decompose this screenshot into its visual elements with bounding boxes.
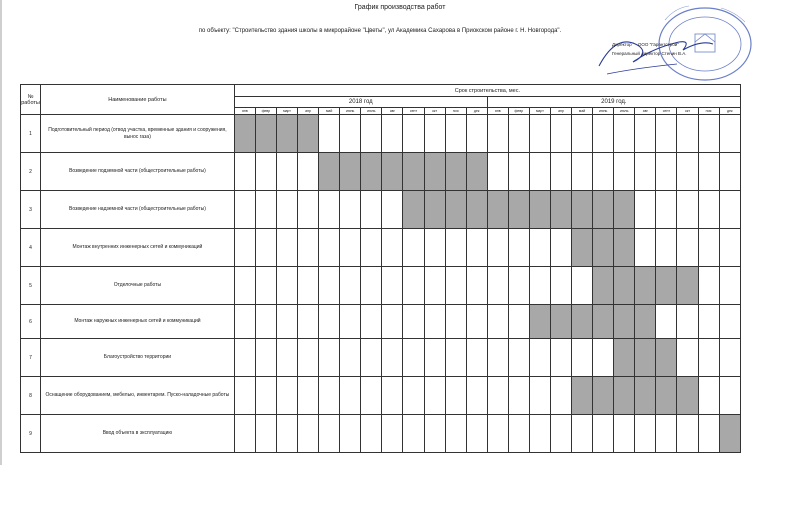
month-cell	[550, 115, 571, 153]
month-header: сент	[403, 108, 424, 115]
row-work-name: Возведение подземной части (общестроительные работы)	[41, 153, 235, 191]
month-cell	[614, 229, 635, 267]
month-cell	[319, 339, 340, 377]
month-cell	[382, 267, 403, 305]
month-cell	[698, 267, 719, 305]
month-cell	[593, 153, 614, 191]
month-cell	[298, 267, 319, 305]
month-cell	[719, 153, 740, 191]
month-cell	[508, 377, 529, 415]
month-cell	[445, 339, 466, 377]
month-cell	[508, 115, 529, 153]
approval-signer: Генеральный директор Стенин В.А.	[612, 51, 687, 56]
month-cell	[635, 339, 656, 377]
row-number: 8	[21, 377, 41, 415]
month-cell	[361, 339, 382, 377]
month-cell	[508, 229, 529, 267]
month-cell	[508, 305, 529, 339]
row-number: 5	[21, 267, 41, 305]
month-cell	[635, 415, 656, 453]
month-cell	[593, 305, 614, 339]
month-cell	[319, 191, 340, 229]
month-header: июль	[614, 108, 635, 115]
month-cell	[487, 191, 508, 229]
month-cell	[487, 339, 508, 377]
month-cell	[529, 415, 550, 453]
month-cell	[593, 191, 614, 229]
month-cell	[382, 115, 403, 153]
month-cell	[340, 191, 361, 229]
approval-block	[612, 40, 687, 58]
month-header: март	[276, 108, 297, 115]
month-cell	[298, 305, 319, 339]
month-cell	[319, 267, 340, 305]
month-cell	[234, 415, 255, 453]
month-header: март	[529, 108, 550, 115]
month-header: янв	[234, 108, 255, 115]
month-cell	[466, 305, 487, 339]
page-subtitle: по объекту: "Строительство здания школы в микрорайоне "Цветы", ул Академика Сахарова в Приокском районе г. Н. Новгорода".	[198, 28, 562, 34]
month-cell	[593, 267, 614, 305]
month-cell	[276, 191, 297, 229]
month-cell	[276, 377, 297, 415]
row-number: 1	[21, 115, 41, 153]
row-number: 3	[21, 191, 41, 229]
month-cell	[698, 377, 719, 415]
month-cell	[550, 339, 571, 377]
month-cell	[677, 339, 698, 377]
month-cell	[487, 305, 508, 339]
month-cell	[466, 153, 487, 191]
year-2018-header: 2018 год	[234, 97, 487, 108]
month-cell	[572, 377, 593, 415]
month-cell	[466, 377, 487, 415]
month-cell	[340, 229, 361, 267]
month-cell	[255, 115, 276, 153]
period-header: Срок строительства, мес.	[234, 85, 740, 97]
month-cell	[340, 153, 361, 191]
month-cell	[319, 229, 340, 267]
month-cell	[319, 415, 340, 453]
month-cell	[635, 191, 656, 229]
month-cell	[276, 267, 297, 305]
month-header: сент	[656, 108, 677, 115]
month-cell	[529, 191, 550, 229]
month-cell	[614, 115, 635, 153]
month-cell	[445, 115, 466, 153]
month-cell	[656, 115, 677, 153]
month-cell	[445, 191, 466, 229]
month-cell	[572, 305, 593, 339]
month-cell	[614, 377, 635, 415]
month-cell	[550, 377, 571, 415]
row-work-name: Возведение надземной части (общестроительные работы)	[41, 191, 235, 229]
month-cell	[255, 229, 276, 267]
month-cell	[529, 153, 550, 191]
month-cell	[719, 191, 740, 229]
month-header: дек	[719, 108, 740, 115]
month-cell	[255, 191, 276, 229]
month-cell	[487, 377, 508, 415]
month-header: ноя	[445, 108, 466, 115]
month-header: дек	[466, 108, 487, 115]
month-cell	[677, 229, 698, 267]
month-cell	[698, 191, 719, 229]
month-cell	[361, 305, 382, 339]
month-cell	[255, 377, 276, 415]
row-number: 9	[21, 415, 41, 453]
month-cell	[255, 267, 276, 305]
month-cell	[593, 115, 614, 153]
table-row	[21, 229, 741, 267]
month-cell	[698, 415, 719, 453]
month-cell	[361, 115, 382, 153]
month-cell	[550, 191, 571, 229]
month-cell	[572, 415, 593, 453]
month-cell	[424, 153, 445, 191]
month-cell	[382, 191, 403, 229]
month-cell	[593, 415, 614, 453]
row-number: 7	[21, 339, 41, 377]
month-cell	[529, 377, 550, 415]
month-cell	[466, 415, 487, 453]
month-cell	[424, 115, 445, 153]
month-cell	[298, 377, 319, 415]
month-header: авг	[382, 108, 403, 115]
month-cell	[529, 267, 550, 305]
month-cell	[445, 377, 466, 415]
month-cell	[276, 229, 297, 267]
month-cell	[719, 339, 740, 377]
month-cell	[719, 305, 740, 339]
month-cell	[361, 191, 382, 229]
month-cell	[656, 267, 677, 305]
month-cell	[466, 191, 487, 229]
month-cell	[614, 153, 635, 191]
month-cell	[298, 229, 319, 267]
month-cell	[487, 415, 508, 453]
row-work-name: Ввод объекта в эксплуатацию	[41, 415, 235, 453]
month-cell	[550, 229, 571, 267]
month-cell	[276, 153, 297, 191]
month-cell	[403, 115, 424, 153]
month-cell	[677, 415, 698, 453]
month-header: февр	[508, 108, 529, 115]
month-cell	[614, 191, 635, 229]
row-number: 4	[21, 229, 41, 267]
month-cell	[719, 377, 740, 415]
month-cell	[529, 339, 550, 377]
month-cell	[508, 191, 529, 229]
month-cell	[255, 415, 276, 453]
table-row	[21, 115, 741, 153]
month-cell	[298, 339, 319, 377]
month-cell	[677, 153, 698, 191]
month-cell	[298, 415, 319, 453]
month-header: апр	[550, 108, 571, 115]
month-cell	[698, 305, 719, 339]
month-cell	[529, 305, 550, 339]
month-cell	[403, 191, 424, 229]
table-row	[21, 377, 741, 415]
month-cell	[572, 339, 593, 377]
month-cell	[340, 339, 361, 377]
month-cell	[677, 267, 698, 305]
month-cell	[466, 115, 487, 153]
month-cell	[445, 153, 466, 191]
month-cell	[340, 415, 361, 453]
month-cell	[508, 415, 529, 453]
month-cell	[677, 115, 698, 153]
month-cell	[382, 377, 403, 415]
month-cell	[445, 229, 466, 267]
month-cell	[234, 115, 255, 153]
page-edge-line	[0, 0, 2, 465]
month-cell	[424, 267, 445, 305]
month-cell	[319, 153, 340, 191]
month-cell	[572, 191, 593, 229]
month-cell	[593, 339, 614, 377]
month-cell	[572, 267, 593, 305]
month-cell	[656, 377, 677, 415]
month-cell	[276, 115, 297, 153]
month-cell	[529, 229, 550, 267]
month-cell	[403, 415, 424, 453]
month-cell	[466, 229, 487, 267]
month-cell	[382, 339, 403, 377]
month-cell	[698, 339, 719, 377]
month-header: ноя	[698, 108, 719, 115]
col-name-header: Наименование работы	[41, 85, 235, 115]
month-cell	[403, 267, 424, 305]
month-cell	[340, 377, 361, 415]
month-header: авг	[635, 108, 656, 115]
approval-company: ООО "Гарантстрой"	[637, 42, 679, 47]
month-cell	[487, 153, 508, 191]
month-header: окт	[424, 108, 445, 115]
month-cell	[656, 305, 677, 339]
table-row	[21, 153, 741, 191]
month-cell	[529, 115, 550, 153]
month-cell	[403, 339, 424, 377]
month-cell	[550, 415, 571, 453]
month-cell	[487, 267, 508, 305]
month-cell	[719, 267, 740, 305]
month-cell	[276, 339, 297, 377]
row-work-name: Отделочные работы	[41, 267, 235, 305]
month-cell	[340, 115, 361, 153]
month-cell	[572, 153, 593, 191]
month-header: окт	[677, 108, 698, 115]
approval-position: Директор	[612, 42, 632, 47]
month-cell	[424, 191, 445, 229]
month-cell	[614, 267, 635, 305]
month-cell	[677, 305, 698, 339]
month-cell	[677, 191, 698, 229]
month-cell	[298, 153, 319, 191]
month-cell	[593, 229, 614, 267]
month-cell	[424, 229, 445, 267]
month-cell	[466, 339, 487, 377]
month-cell	[234, 377, 255, 415]
month-cell	[403, 229, 424, 267]
month-cell	[550, 305, 571, 339]
month-cell	[298, 191, 319, 229]
row-work-name: Монтаж внутренних инженерных сетей и коммуникаций	[41, 229, 235, 267]
month-cell	[508, 267, 529, 305]
month-header: май	[319, 108, 340, 115]
month-cell	[361, 229, 382, 267]
month-cell	[635, 229, 656, 267]
table-row	[21, 305, 741, 339]
month-cell	[382, 415, 403, 453]
month-cell	[298, 115, 319, 153]
month-cell	[719, 115, 740, 153]
month-cell	[234, 339, 255, 377]
month-header: июнь	[593, 108, 614, 115]
month-cell	[550, 267, 571, 305]
month-cell	[255, 153, 276, 191]
month-cell	[635, 153, 656, 191]
month-cell	[550, 153, 571, 191]
month-cell	[234, 267, 255, 305]
month-cell	[635, 377, 656, 415]
month-header: янв	[487, 108, 508, 115]
month-header: февр	[255, 108, 276, 115]
month-cell	[403, 377, 424, 415]
month-cell	[361, 267, 382, 305]
month-cell	[403, 153, 424, 191]
month-cell	[361, 153, 382, 191]
month-cell	[719, 229, 740, 267]
month-cell	[614, 415, 635, 453]
month-cell	[319, 377, 340, 415]
month-cell	[614, 305, 635, 339]
row-work-name: Монтаж наружных инженерных сетей и коммуникаций	[41, 305, 235, 339]
month-header: май	[572, 108, 593, 115]
month-cell	[698, 229, 719, 267]
month-cell	[424, 305, 445, 339]
month-cell	[698, 153, 719, 191]
month-cell	[319, 115, 340, 153]
month-header: июнь	[340, 108, 361, 115]
month-cell	[382, 229, 403, 267]
month-cell	[382, 153, 403, 191]
month-cell	[382, 305, 403, 339]
month-cell	[614, 339, 635, 377]
row-work-name: Подготовительный период (отвод участка, временные здания и сооружения, вынос газа)	[41, 115, 235, 153]
table-row	[21, 191, 741, 229]
month-cell	[234, 191, 255, 229]
page-title: График производства работ	[354, 4, 446, 11]
month-cell	[424, 339, 445, 377]
row-work-name: Оснащение оборудованием, мебелью, инвентарем. Пуско-наладочные работы	[41, 377, 235, 415]
month-cell	[445, 305, 466, 339]
month-cell	[635, 305, 656, 339]
month-cell	[424, 415, 445, 453]
month-header: апр	[298, 108, 319, 115]
month-cell	[656, 229, 677, 267]
month-cell	[340, 267, 361, 305]
month-cell	[466, 267, 487, 305]
month-cell	[319, 305, 340, 339]
col-num-header: № работы	[21, 85, 41, 115]
month-cell	[656, 339, 677, 377]
month-cell	[445, 415, 466, 453]
month-cell	[234, 153, 255, 191]
month-cell	[656, 153, 677, 191]
month-cell	[255, 305, 276, 339]
month-cell	[487, 115, 508, 153]
month-cell	[635, 115, 656, 153]
month-cell	[508, 339, 529, 377]
month-cell	[698, 115, 719, 153]
month-cell	[340, 305, 361, 339]
schedule-table	[20, 84, 741, 453]
table-row	[21, 267, 741, 305]
row-number: 6	[21, 305, 41, 339]
month-cell	[487, 229, 508, 267]
month-cell	[656, 191, 677, 229]
month-cell	[635, 267, 656, 305]
table-row	[21, 415, 741, 453]
year-2019-header: 2019 год.	[487, 97, 740, 108]
month-cell	[276, 305, 297, 339]
month-cell	[276, 415, 297, 453]
month-cell	[234, 229, 255, 267]
month-cell	[255, 339, 276, 377]
month-cell	[677, 377, 698, 415]
month-cell	[572, 115, 593, 153]
month-cell	[361, 415, 382, 453]
table-row	[21, 339, 741, 377]
month-cell	[572, 229, 593, 267]
month-cell	[719, 415, 740, 453]
month-cell	[361, 377, 382, 415]
month-cell	[424, 377, 445, 415]
month-cell	[445, 267, 466, 305]
month-cell	[508, 153, 529, 191]
month-cell	[656, 415, 677, 453]
row-number: 2	[21, 153, 41, 191]
month-cell	[403, 305, 424, 339]
row-work-name: Благоустройство территории	[41, 339, 235, 377]
month-header: июль	[361, 108, 382, 115]
month-cell	[593, 377, 614, 415]
month-cell	[234, 305, 255, 339]
